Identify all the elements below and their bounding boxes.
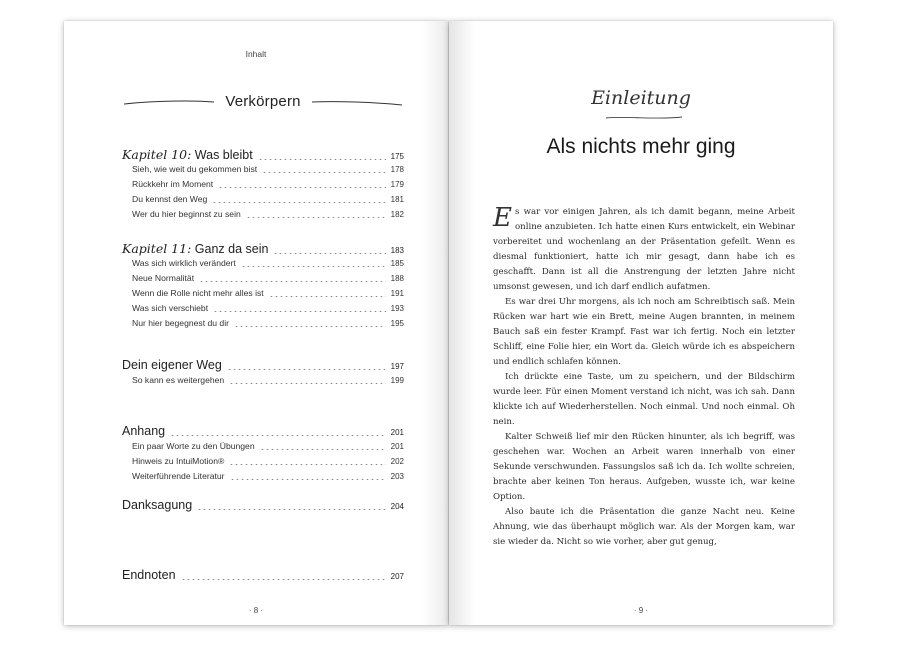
dot-leader (227, 369, 386, 370)
toc-label (122, 569, 176, 582)
toc-title: Sieh, wie weit du gekommen bist (132, 164, 258, 174)
gutter-shadow (449, 21, 475, 625)
section-title: Verkörpern (225, 93, 301, 110)
toc-sub-entry (132, 163, 404, 176)
toc-page-number: 195 (390, 319, 404, 328)
toc-page-number: 203 (390, 472, 404, 481)
toc-chapter-entry (122, 425, 404, 439)
dot-leader (273, 253, 385, 254)
toc-label (132, 440, 255, 453)
toc-page-number: 183 (390, 246, 404, 255)
toc-page-number: 185 (390, 259, 404, 268)
dot-leader (181, 579, 386, 580)
dot-leader (246, 217, 386, 218)
toc-label (132, 178, 213, 191)
dot-leader (258, 159, 386, 160)
dot-leader (269, 296, 386, 297)
toc-page-number: 207 (390, 572, 404, 581)
toc-page-number: 188 (390, 274, 404, 283)
toc-sub-entry (132, 193, 404, 206)
dot-leader (212, 202, 385, 203)
toc-title: Weiterführende Literatur (132, 471, 225, 481)
toc-sub-entry (132, 317, 404, 330)
chapter-prefix: Kapitel 11: (122, 241, 192, 256)
toc-page-number: 199 (390, 376, 404, 385)
paragraph-text: s war vor einigen Jahren, als ich damit begann, meine Arbeit online anzubieten. Ich hatte einen Kurs entwickelt, ein Webinar vorbereitet und wochenlang an der Präsentation gefeilt. Wenn es diesmal funktioniert, hatte ich mir gesagt, dann habe ich es geschafft. Dann ist all die Anstrengung der letzten Jahre nicht umsonst gewesen, und ich darf endlich aufatmen. (493, 207, 795, 292)
paragraph: Ich drückte eine Taste, um zu speichern, und der Bildschirm wurde leer. Für einen Moment verstand ich nicht, was ich sah. Dann klickte ich auf Wiederherstellen. Noch einmal. Und noch einmal. Oh nein. (493, 372, 795, 427)
toc-label (122, 148, 253, 162)
body-text (493, 205, 795, 550)
dot-leader (170, 435, 386, 436)
dot-leader (218, 187, 385, 188)
toc-title: Wer du hier beginnst zu sein (132, 209, 241, 219)
toc-page-number: 191 (390, 289, 404, 298)
paragraph: Also baute ich die Präsentation die ganze Nacht neu. Keine Ahnung, wie das überhaupt möglich war. Als der Morgen kam, war sie wieder da. Nicht so wie vorher, aber gut genug, (493, 507, 795, 547)
toc-label (122, 425, 165, 438)
toc-page-number: 202 (390, 457, 404, 466)
dot-leader (229, 464, 385, 465)
dot-leader (241, 266, 386, 267)
toc-page-number: 201 (390, 442, 404, 451)
toc-title: Endnoten (122, 568, 176, 582)
paragraph: Es war drei Uhr morgens, als ich noch am Schreibtisch saß. Mein Rücken war hart wie ein Brett, meine Augen brannten, in meinem Bauch saß ein fester Krampf. Fast war ich fertig. Noch ein letzter Schliff, eine Folie hier, ein Wort da. Gleich würde ich es abspeichern und endlich schlafen können. (493, 297, 795, 367)
dot-leader (197, 509, 385, 510)
paragraph: Kalter Schweiß lief mir den Rücken hinunter, als ich begriff, was geschehen war. Wochen an Arbeit waren innerhalb von einer Sekunde verschwunden. Fassungslos saß ich da. Ich wollte schreien, brachte aber keinen Ton heraus. Aufgeben, wusste ich, war keine Option. (493, 432, 795, 502)
dot-leader (213, 311, 386, 312)
dot-leader (230, 479, 386, 480)
toc-title: Dein eigener Weg (122, 358, 222, 372)
dot-leader (260, 449, 386, 450)
toc-title: So kann es weitergehen (132, 375, 225, 385)
dot-leader (229, 383, 385, 384)
toc-title: Wenn die Rolle nicht mehr alles ist (132, 288, 264, 298)
toc-sub-entry (132, 470, 404, 483)
toc-sub-entry (132, 440, 404, 453)
toc-title: Rückkehr im Moment (132, 179, 214, 189)
toc-page-number: 197 (390, 362, 404, 371)
toc-label (132, 470, 225, 483)
underline-ornament (604, 115, 684, 121)
section-label: Einleitung (591, 87, 691, 109)
toc-label (132, 272, 194, 285)
toc-chapter-entry (122, 359, 404, 373)
toc-page-number: 201 (390, 428, 404, 437)
toc-title: Was sich wirklich verändert (132, 258, 236, 268)
toc-label (122, 359, 222, 372)
toc-page-number: 182 (390, 210, 404, 219)
toc-title: Du kennst den Weg (132, 194, 208, 204)
toc-sub-entry (132, 208, 404, 221)
toc-page-number: 181 (390, 195, 404, 204)
dot-leader (262, 172, 385, 173)
toc-label (132, 208, 241, 221)
toc-title: Neue Normalität (132, 273, 195, 283)
toc-page-number: 179 (390, 180, 404, 189)
toc-title: Was sich verschiebt (132, 303, 209, 313)
toc-sub-entry (132, 178, 404, 191)
running-head: Inhalt (245, 49, 267, 59)
toc-label (132, 302, 208, 315)
dot-leader (234, 326, 386, 327)
page-number: · 8 · (248, 606, 264, 615)
toc-label (122, 242, 268, 256)
toc-sub-entry (132, 272, 404, 285)
toc-title: Ganz da sein (191, 242, 269, 256)
toc-title: Danksagung (122, 498, 193, 512)
toc-label (132, 455, 224, 468)
toc-sub-entry (132, 287, 404, 300)
toc-chapter-entry (122, 499, 404, 513)
toc-sub-entry (132, 257, 404, 270)
toc-title: Nur hier begegnest du dir (132, 318, 229, 328)
toc-label (132, 287, 264, 300)
left-page (64, 21, 448, 625)
chapter-prefix: Kapitel 10: (122, 147, 192, 162)
page-number: · 9 · (633, 606, 649, 615)
toc-label (132, 257, 236, 270)
paragraph (493, 205, 795, 295)
right-page (449, 21, 833, 625)
toc-chapter-entry (122, 148, 404, 163)
toc-title: Anhang (122, 424, 166, 438)
toc-label (132, 317, 229, 330)
toc-chapter-entry (122, 569, 404, 583)
toc-title: Hinweis zu IntuiMotion® (132, 456, 225, 466)
toc-sub-entry (132, 455, 404, 468)
toc-chapter-entry (122, 242, 404, 257)
toc-page-number: 175 (390, 152, 404, 161)
toc-label (132, 374, 224, 387)
gutter-shadow (422, 21, 448, 625)
toc-label (132, 163, 257, 176)
toc-page-number: 178 (390, 165, 404, 174)
toc-sub-entry (132, 374, 404, 387)
toc-page-number: 204 (390, 502, 404, 511)
section-heading (122, 91, 404, 113)
chapter-title: Als nichts mehr ging (546, 135, 736, 158)
toc-label (122, 499, 192, 512)
toc-title: Was bleibt (191, 148, 253, 162)
toc-sub-entry (132, 302, 404, 315)
toc-title: Ein paar Worte zu den Übungen (132, 441, 255, 451)
drop-cap: E (493, 203, 512, 233)
dot-leader (199, 281, 386, 282)
toc-label (132, 193, 207, 206)
toc-page-number: 193 (390, 304, 404, 313)
